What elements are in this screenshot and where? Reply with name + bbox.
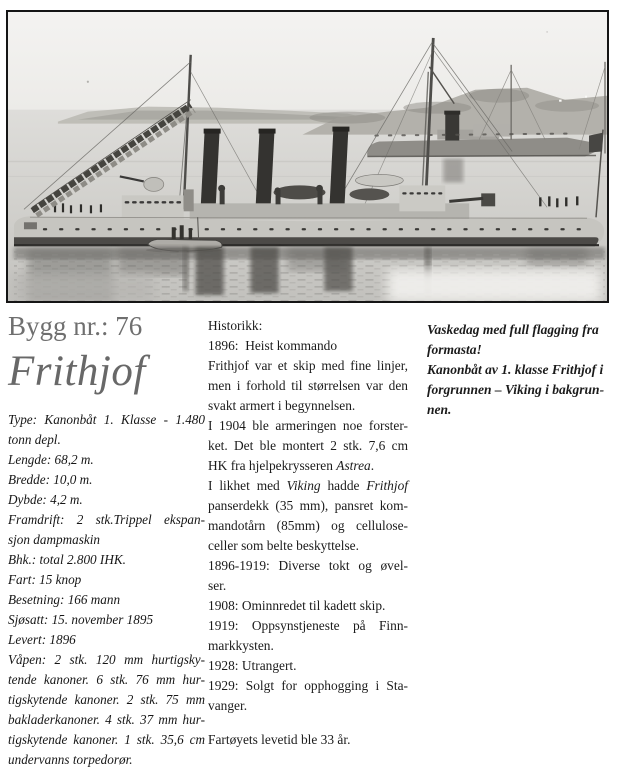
ship-specifications <box>8 410 205 770</box>
build-number-heading: Bygg nr.: 76 <box>8 311 143 341</box>
caption-line: nen. <box>427 402 452 417</box>
spec-line: tonn depl. <box>8 432 61 447</box>
history-line: svakt armert i begynnelsen. <box>208 398 356 413</box>
caption-line: Vaskedag med full flagging fra <box>427 322 599 337</box>
history-line: 1929: Solgt for opphogging i Sta- <box>208 678 408 693</box>
photo-caption <box>427 320 617 420</box>
spec-line: tigskytende kanoner. 2 stk. 75 mm <box>8 692 205 707</box>
spec-line: undervanns torpedorør. <box>8 752 133 767</box>
history-line: 1896: Heist kommando <box>208 338 338 353</box>
history-line: HK fra hjelpekrysseren Astrea. <box>208 458 375 473</box>
spec-line: Sjøsatt: 15. november 1895 <box>8 612 154 627</box>
spec-line: tende kanoner. 6 stk. 76 mm hur- <box>8 672 205 687</box>
history-line: ser. <box>208 578 227 593</box>
caption-line: Kanonbåt av 1. klasse Frithjof i <box>427 362 604 377</box>
spec-line: tigskytende kanoner. 1 stk. 35,6 cm <box>8 732 205 747</box>
spec-line: Besetning: 166 mann <box>8 592 121 607</box>
history-line: vanger. <box>208 698 248 713</box>
spec-line: sjon dampmaskin <box>8 532 100 547</box>
history-line: ket. Det ble montert 2 stk. 7,6 cm <box>208 438 408 453</box>
spec-line: Type: Kanonbåt 1. Klasse - 1.480 <box>8 412 205 427</box>
caption-line: forgrunnen – Viking i bakgrun- <box>427 382 605 397</box>
spec-line: Bredde: 10,0 m. <box>8 472 93 487</box>
spec-line: Lengde: 68,2 m. <box>8 452 94 467</box>
history-column <box>208 316 408 750</box>
spec-line: bakladerkanoner. 4 stk. 37 mm hur- <box>8 712 205 727</box>
history-line: I 1904 ble armeringen noe forster- <box>208 418 408 433</box>
ship-photograph-art <box>8 12 607 301</box>
history-line: 1908: Ominnredet til kadett skip. <box>208 598 386 613</box>
history-line: celler som belte beskyttelse. <box>208 538 359 553</box>
left-column <box>8 311 205 770</box>
history-summary-line: Fartøyets levetid ble 33 år. <box>208 732 351 747</box>
history-line: 1928: Utrangert. <box>208 658 297 673</box>
ship-name-italic: Astrea <box>336 458 371 473</box>
history-title: Historikk: <box>208 318 263 333</box>
history-line: Frithjof var et skip med fine linjer, <box>208 358 408 373</box>
history-line: markkysten. <box>208 638 274 653</box>
water-reflections <box>14 247 605 301</box>
ship-name-heading: Frithjof <box>8 348 146 395</box>
caption-line: formasta! <box>427 342 482 357</box>
history-line: I likhet med Viking hadde Frithjof <box>208 478 408 493</box>
history-line: panserdekk (35 mm), pansret kom- <box>208 498 408 513</box>
ship-photograph <box>6 10 609 303</box>
ship-name-italic: Frithjof <box>366 478 408 493</box>
ship-name-italic: Viking <box>286 478 321 493</box>
spec-line: Våpen: 2 stk. 120 mm hurtigsky- <box>8 652 205 667</box>
spec-line: Dybde: 4,2 m. <box>8 492 83 507</box>
spec-line: Bhk.: total 2.800 IHK. <box>8 552 126 567</box>
history-line: 1919: Oppsynstjeneste på Finn- <box>208 618 408 633</box>
history-line: mandotårn (85mm) og cellulose- <box>208 518 408 533</box>
history-line: men i forhold til størrelsen var den <box>208 378 408 393</box>
history-line: 1896-1919: Diverse tokt og øvel- <box>208 558 408 573</box>
spec-line: Fart: 15 knop <box>8 572 82 587</box>
spec-line: Framdrift: 2 stk.Trippel ekspan- <box>8 512 205 527</box>
spec-line: Levert: 1896 <box>8 632 76 647</box>
